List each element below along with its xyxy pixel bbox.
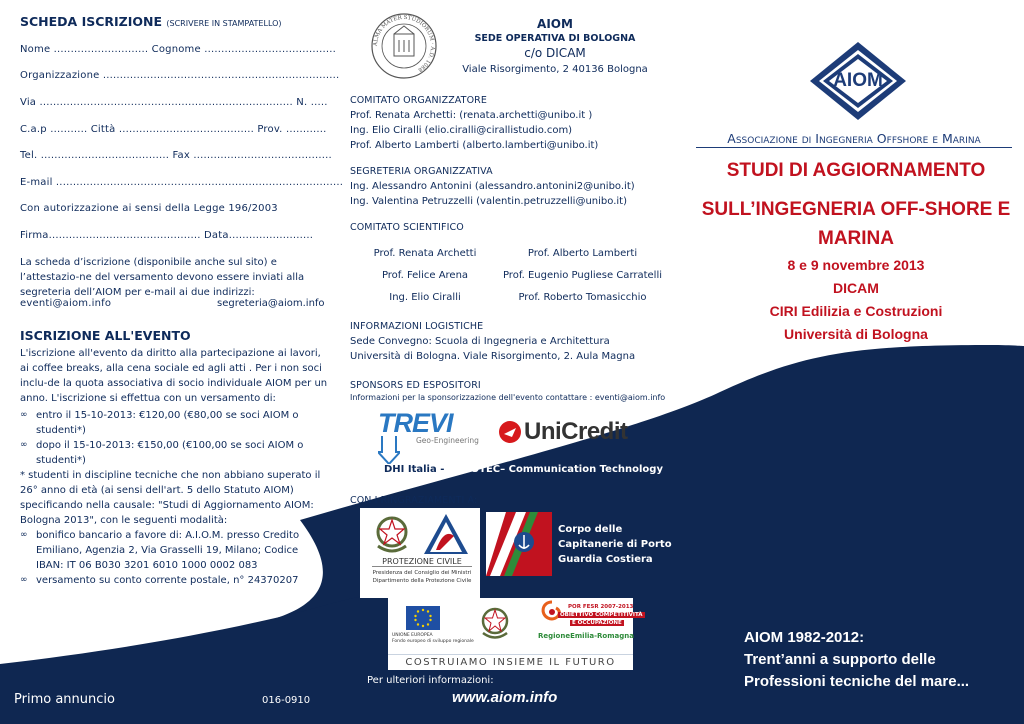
scientific-left-2: Prof. Felice Arena	[381, 270, 469, 281]
middle-co: c/o DICAM	[524, 46, 586, 60]
republic-emblem-icon	[478, 604, 512, 642]
field-firma-data[interactable]: Firma............................................. Data.........................	[20, 230, 314, 241]
scientific-right-1: Prof. Alberto Lamberti	[527, 248, 638, 259]
coast-line-2: Capitanerie di Porto	[558, 539, 672, 550]
footer-primo-annuncio: Primo annuncio	[14, 692, 115, 707]
field-cap-citta-prov[interactable]: C.a.p ........... Città ........................................ Prov. ............	[20, 124, 327, 135]
title-line-1: STUDI DI AGGIORNAMENTO	[726, 160, 986, 181]
field-tel-fax[interactable]: Tel. ...................................... Fax .........................................	[20, 150, 332, 161]
title-line-3: MARINA	[818, 228, 894, 249]
eu-label-1: UNIONE EUROPEA	[392, 633, 433, 638]
protezione-civile-logo	[360, 508, 480, 598]
aiom-logo-text: AIOM	[833, 70, 883, 91]
fee-late: ∞ dopo il 15-10-2013: €150,00 (€100,00 se soci AIOM o studenti*)	[36, 438, 326, 468]
unicredit-logo	[498, 418, 628, 446]
event-text: L'iscrizione all'evento da diritto alla partecipazione ai lavori, ai coffee breaks, alla cena sociale ed agli atti . Per i non soci inclu-de la quota associativa di socio individuale AIOM per un anno. L'iscrizione si effettua con un versamento di:	[20, 348, 328, 404]
middle-org: AIOM	[537, 17, 573, 31]
university-seal-icon	[370, 12, 438, 80]
trevi-arrow-icon	[378, 436, 400, 464]
secretariat-heading: SEGRETERIA ORGANIZZATIVA	[350, 166, 493, 177]
fesr-line-3: E OCCUPAZIONE	[572, 620, 622, 626]
tagline	[744, 627, 969, 693]
sponsor-ageotec: AGEOTEC– Communication Technology	[447, 464, 663, 475]
eu-flag-icon	[406, 606, 440, 630]
fesr-line-1: POR FESR 2007-2013	[568, 604, 634, 610]
venue-1: DICAM	[833, 280, 879, 296]
secretariat-2: Ing. Valentina Petruzzelli (valentin.petruzzelli@unibo.it)	[350, 196, 627, 207]
tagline-2: Trent’anni a supporto delle	[744, 651, 936, 668]
event-date: 8 e 9 novembre 2013	[787, 257, 925, 273]
sponsors-note: Informazioni per la sponsorizzazione dell'evento contattare : eventi@aiom.info	[350, 393, 666, 402]
registration-form	[20, 14, 330, 29]
email-segreteria[interactable]: segreteria@aiom.info	[217, 298, 325, 309]
org-committee-1: Prof. Renata Archetti: (renata.archetti@unibo.it )	[350, 110, 593, 121]
coast-line-3: Guardia Costiera	[558, 554, 653, 565]
protezione-civile-icon	[422, 512, 470, 556]
form-title: SCHEDA ISCRIZIONE	[20, 14, 163, 29]
org-committee-3: Prof. Alberto Lamberti (alberto.lamberti@unibo.it)	[350, 140, 599, 151]
footer-code: 016-0910	[262, 695, 311, 706]
scientific-right-2: Prof. Eugenio Pugliese Carratelli	[502, 270, 663, 281]
org-committee-heading: COMITATO ORGANIZZATORE	[350, 95, 487, 106]
field-email[interactable]: E-mail .....................................................................................	[20, 177, 344, 188]
venue-3: Università di Bologna	[784, 326, 928, 342]
fesr-region: RegioneEmilia-Romagna	[538, 632, 634, 640]
coast-line-1: Corpo delle	[558, 524, 623, 535]
middle-org-sub: SEDE OPERATIVA DI BOLOGNA	[474, 33, 636, 44]
trevi-logo	[378, 408, 479, 445]
association-name: Associazione di Ingegneria Offshore e Marina	[696, 131, 1012, 148]
secretariat-1: Ing. Alessandro Antonini (alessandro.antonini2@unibo.it)	[350, 181, 635, 192]
coast-guard-icon	[486, 512, 552, 576]
seal-text: ALMA MATER STUDIORUM · A.D. 1088	[372, 14, 436, 73]
venue-2: CIRI Edilizia e Costruzioni	[769, 303, 943, 319]
scientific-left-3: Ing. Elio Ciralli	[389, 292, 461, 303]
website-link[interactable]: www.aiom.info	[452, 689, 558, 706]
sponsor-dhi: DHI Italia	[384, 464, 437, 475]
logistics-1: Sede Convegno: Scuola di Ingegneria e Architettura	[350, 336, 610, 347]
form-title-note: (SCRIVERE IN STAMPATELLO)	[166, 19, 282, 28]
eu-funding-box	[388, 598, 643, 670]
middle-address: Viale Risorgimento, 2 40136 Bologna	[462, 64, 648, 75]
submission-note: La scheda d’iscrizione (disponibile anche sul sito) e l’attestazio-ne del versamento devono essere inviati alla segreteria dell’AIOM per e-mail ai due indirizzi:	[20, 257, 305, 298]
field-nome-cognome[interactable]: Nome ............................ Cognome .......................................	[20, 44, 336, 55]
scientific-left-1: Prof. Renata Archetti	[373, 248, 477, 259]
thanks-heading: CON I RINGRAZIAMENTI A:	[350, 495, 478, 506]
eu-label-2: Fondo europeo di sviluppo regionale	[392, 639, 474, 644]
trevi-sub: Geo-Engineering	[416, 436, 479, 445]
payment-bank: ∞ bonifico bancario a favore di: A.I.O.M. presso Credito Emiliano, Agenzia 2, Via Grasselli 19, Milano; Codice IBAN: IT 06 B030 3201 6010 1000 0002 083	[36, 528, 326, 573]
more-info-label: Per ulteriori informazioni:	[367, 675, 494, 686]
fesr-line-2: OBIETTIVO COMPETITIVITÀ	[560, 612, 643, 618]
event-heading: ISCRIZIONE ALL'EVENTO	[20, 328, 191, 343]
title-line-2: SULL’INGEGNERIA OFF-SHORE E	[701, 199, 1011, 220]
logistics-2: Università di Bologna. Viale Risorgimento, 2. Aula Magna	[350, 351, 636, 362]
future-slogan: COSTRUIAMO INSIEME IL FUTURO	[388, 654, 633, 668]
privacy-consent: Con autorizzazione ai sensi della Legge 196/2003	[20, 203, 278, 214]
student-note: * studenti in discipline tecniche che non abbiano superato il 26° anno di età (ai sensi dell'art. 5 dello Statuto AIOM) specificando nella causale: "Studi di Aggiornamento AIOM: Bologna 2013", con le seguenti modalità:	[20, 470, 321, 526]
field-organizzazione[interactable]: Organizzazione ......................................................................	[20, 70, 340, 81]
unicredit-wordmark: UniCredit	[524, 418, 628, 445]
fee-early: ∞ entro il 15-10-2013: €120,00 (€80,00 se soci AIOM o studenti*)	[36, 408, 326, 438]
coast-guard-label	[558, 522, 672, 567]
scientific-heading: COMITATO SCIENTIFICO	[350, 222, 464, 233]
email-eventi[interactable]: eventi@aiom.info	[20, 298, 112, 309]
sponsors-line	[384, 464, 663, 475]
form-heading	[20, 14, 330, 29]
unicredit-mark-icon	[498, 420, 522, 444]
org-committee-2: Ing. Elio Ciralli (elio.ciralli@cirallistudio.com)	[350, 125, 573, 136]
trevi-wordmark: TREVI	[378, 408, 453, 438]
pc-sub1: Presidenza del Consiglio dei Ministri	[372, 570, 472, 576]
scientific-right-3: Prof. Roberto Tomasicchio	[518, 292, 647, 303]
pc-sub2: Dipartimento della Protezione Civile	[372, 578, 472, 584]
tagline-1: AIOM 1982-2012:	[744, 629, 865, 646]
payment-postal: ∞ versamento su conto corrente postale, n° 24370207	[36, 573, 326, 588]
sponsor-separator: -	[436, 464, 448, 475]
italian-emblem-icon	[372, 512, 412, 554]
sponsors-heading: SPONSORS ED ESPOSITORI	[350, 380, 481, 391]
pc-title: PROTEZIONE CIVILE	[372, 557, 472, 567]
field-via[interactable]: Via ........................................................................... N. .....	[20, 97, 328, 108]
logistics-heading: INFORMAZIONI LOGISTICHE	[350, 321, 484, 332]
tagline-3: Professioni tecniche del mare...	[744, 673, 970, 690]
